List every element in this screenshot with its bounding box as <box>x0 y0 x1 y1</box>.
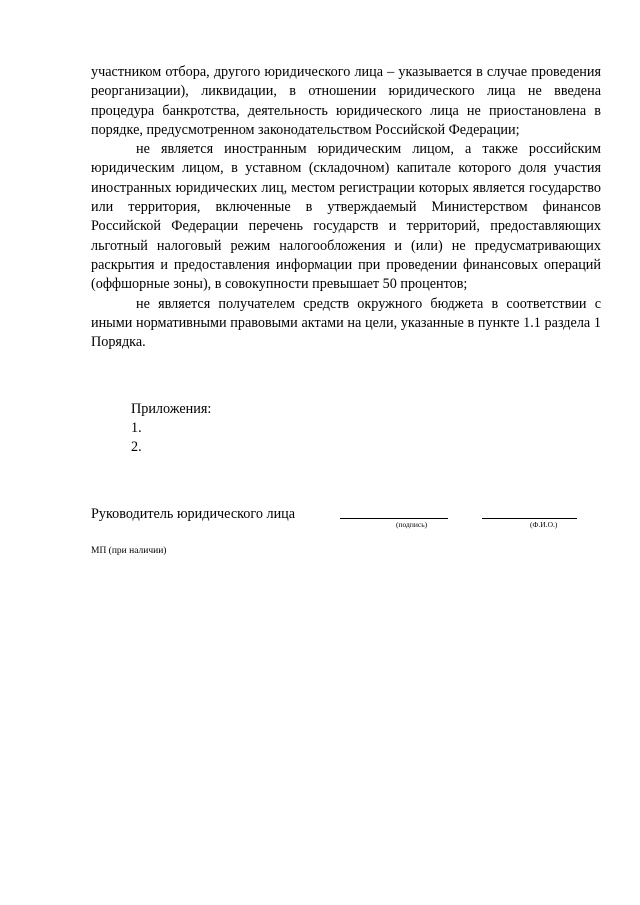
attachment-item-1: 1. <box>131 420 142 436</box>
signature-caption: (подпись) <box>396 520 428 529</box>
attachments-heading: Приложения: <box>131 401 212 417</box>
body-text <box>91 63 601 352</box>
stamp-note: МП (при наличии) <box>91 546 167 556</box>
paragraph-not-foreign-entity: не является иностранным юридическим лицом, а также российским юридическим лицом, в уставном (складочном) капитале которого доля участия иностранных юридических лиц, местом регистрации которых является государство или территория, включенные в утверждаемый Министерством финансов Российской Федерации перечень государств и территорий, предоставляющих льготный налоговый режим налогообложения и (или) не предусматривающих раскрытия и предоставления информации при проведении финансовых операций (оффшорные зоны), в совокупности превышает 50 процентов; <box>91 141 601 293</box>
name-caption: (Ф.И.О.) <box>530 520 558 529</box>
paragraph-continuation: участником отбора, другого юридического лица – указывается в случае проведения реорганизации), ликвидации, в отношении юридического лица не введена процедура банкротства, деятельность юридического лица не приостановлена в порядке, предусмотренном законодательством Российской Федерации; <box>91 64 601 138</box>
attachments-section <box>131 400 211 457</box>
attachment-item-2: 2. <box>131 439 142 455</box>
signature-line <box>340 518 448 519</box>
paragraph-not-budget-recipient: не является получателем средств окружного бюджета в соответствии с иными нормативными правовыми актами на цели, указанные в пункте 1.1 раздела 1 Порядка. <box>91 295 601 351</box>
signatory-label: Руководитель юридического лица <box>91 506 296 522</box>
name-line <box>482 518 577 519</box>
